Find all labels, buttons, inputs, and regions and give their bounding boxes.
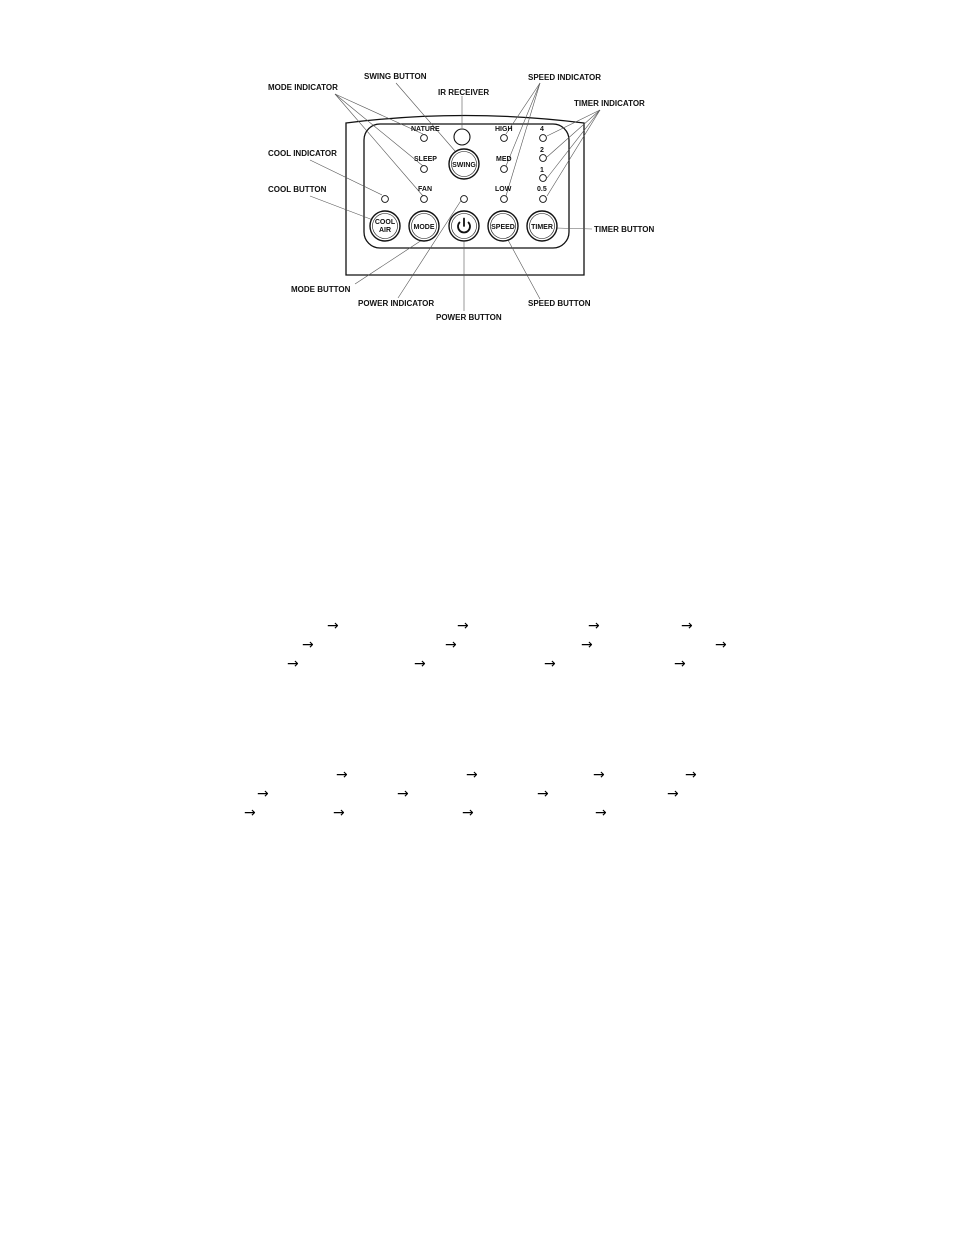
arrow-icon: → bbox=[593, 767, 605, 783]
power-button[interactable] bbox=[449, 211, 479, 241]
arrow-icon: → bbox=[397, 786, 409, 802]
led-sleep bbox=[421, 166, 428, 173]
arrow-icon: → bbox=[715, 637, 727, 653]
callout-timer-button: TIMER BUTTON bbox=[594, 225, 655, 234]
arrow-icon: → bbox=[462, 805, 474, 821]
callout-swing-button: SWING BUTTON bbox=[364, 72, 427, 81]
label-low: LOW bbox=[495, 186, 512, 193]
label-med: MED bbox=[496, 156, 512, 163]
callout-speed-button: SPEED BUTTON bbox=[528, 299, 591, 308]
arrow-icon: → bbox=[595, 805, 607, 821]
mode-button[interactable] bbox=[409, 211, 439, 241]
callout-ir-receiver: IR RECEIVER bbox=[438, 88, 490, 97]
cool-air-button-label-line1: COOL bbox=[374, 219, 396, 226]
arrow-icon: → bbox=[414, 656, 426, 672]
timer-button-label: TIMER bbox=[531, 224, 553, 231]
timer-button[interactable] bbox=[527, 211, 557, 241]
arrow-icon: → bbox=[674, 656, 686, 672]
led-timer-0-5 bbox=[540, 196, 547, 203]
callout-cool-button: COOL BUTTON bbox=[268, 185, 327, 194]
led-nature bbox=[421, 135, 428, 142]
label-timer-2: 2 bbox=[540, 147, 544, 154]
led-timer-4 bbox=[540, 135, 547, 142]
led-timer-2 bbox=[540, 155, 547, 162]
mode-button-label: MODE bbox=[413, 224, 435, 231]
label-high: HIGH bbox=[495, 126, 513, 133]
arrow-icon: → bbox=[537, 786, 549, 802]
arrow-icon: → bbox=[244, 805, 256, 821]
arrow-icon: → bbox=[581, 637, 593, 653]
callout-mode-button: MODE BUTTON bbox=[291, 285, 351, 294]
speed-button[interactable] bbox=[488, 211, 518, 241]
arrow-icon: → bbox=[457, 618, 469, 634]
arrow-icon: → bbox=[445, 637, 457, 653]
led-fan bbox=[421, 196, 428, 203]
label-nature: NATURE bbox=[411, 126, 440, 133]
led-cool bbox=[382, 196, 389, 203]
callout-mode-indicator: MODE INDICATOR bbox=[268, 83, 338, 92]
callout-power-indicator: POWER INDICATOR bbox=[358, 299, 435, 308]
speed-button-label: SPEED bbox=[491, 224, 515, 231]
swing-button[interactable] bbox=[449, 149, 479, 179]
led-timer-1 bbox=[540, 175, 547, 182]
arrow-icon: → bbox=[681, 618, 693, 634]
arrow-icon: → bbox=[257, 786, 269, 802]
label-timer-0-5: 0.5 bbox=[537, 186, 547, 193]
arrow-icon: → bbox=[302, 637, 314, 653]
cool-air-button[interactable] bbox=[370, 211, 400, 241]
leader-lines bbox=[310, 83, 600, 311]
arrow-icon: → bbox=[588, 618, 600, 634]
label-sleep: SLEEP bbox=[414, 156, 437, 163]
cool-air-button-label-line2: AIR bbox=[378, 227, 392, 234]
arrow-icon: → bbox=[336, 767, 348, 783]
arrow-icon: → bbox=[685, 767, 697, 783]
callout-speed-indicator: SPEED INDICATOR bbox=[528, 73, 602, 82]
led-low bbox=[501, 196, 508, 203]
callout-timer-indicator: TIMER INDICATOR bbox=[574, 99, 645, 108]
callout-power-button: POWER BUTTON bbox=[436, 313, 502, 322]
arrow-icon: → bbox=[333, 805, 345, 821]
control-panel-diagram bbox=[0, 0, 954, 340]
swing-button-label: SWING bbox=[452, 162, 476, 169]
arrow-icon: → bbox=[667, 786, 679, 802]
arrow-icon: → bbox=[544, 656, 556, 672]
label-fan: FAN bbox=[418, 186, 432, 193]
label-timer-1: 1 bbox=[540, 167, 544, 174]
arrow-icon: → bbox=[327, 618, 339, 634]
label-timer-4: 4 bbox=[540, 126, 544, 133]
arrow-icon: → bbox=[466, 767, 478, 783]
ir-receiver bbox=[454, 129, 470, 145]
led-med bbox=[501, 166, 508, 173]
callout-cool-indicator: COOL INDICATOR bbox=[268, 149, 337, 158]
arrow-icon: → bbox=[287, 656, 299, 672]
led-power bbox=[461, 196, 468, 203]
led-high bbox=[501, 135, 508, 142]
